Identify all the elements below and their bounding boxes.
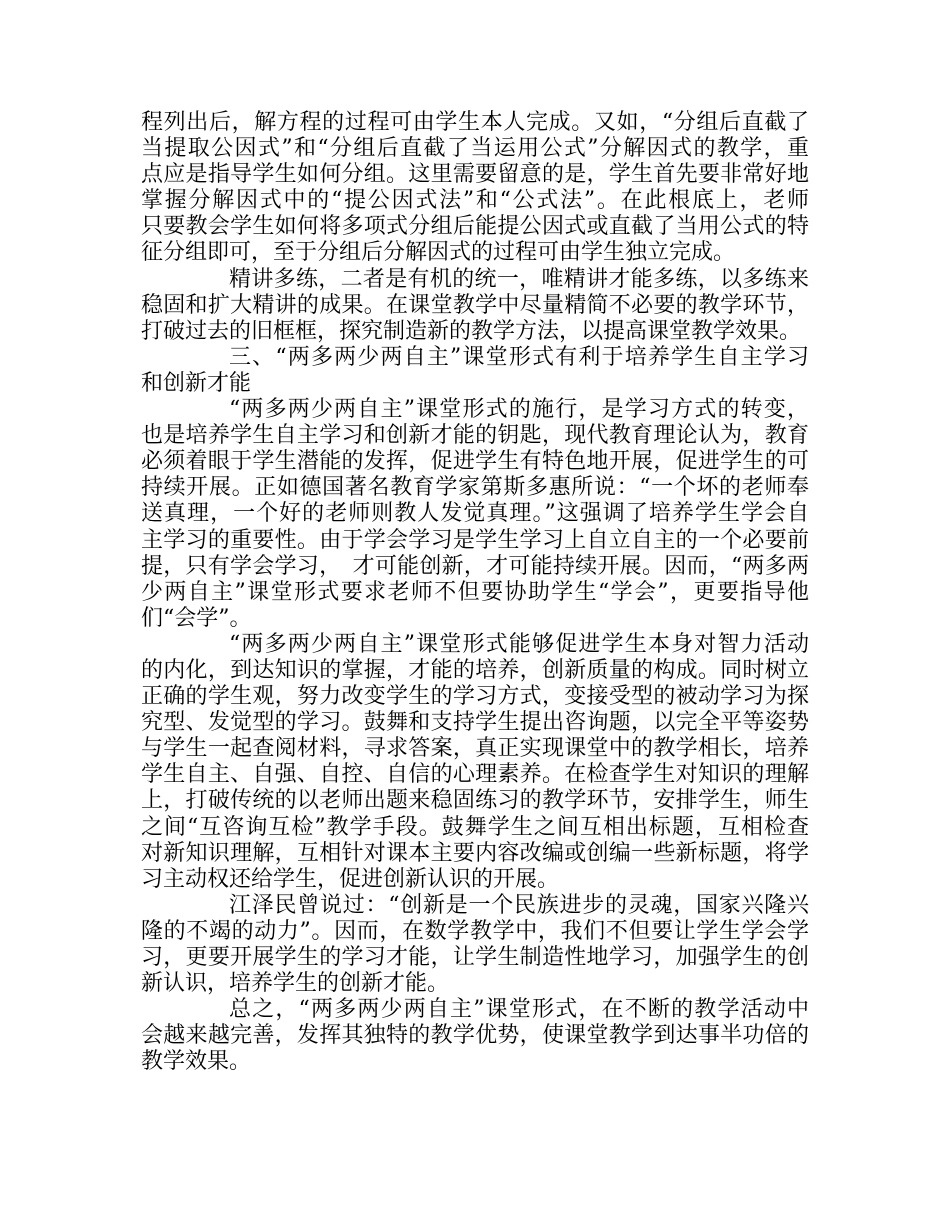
text-line: 程列出后，解方程的过程可由学生本人完成。又如，“分组后直截了 (141, 110, 809, 135)
text-line: 三、“两多两少两自主”课堂形式有利于培养学生自主学习 (229, 344, 809, 370)
text-line: 们“会学”。 (141, 605, 252, 631)
text-line: “两多两少两自主”课堂形式的施行，是学习方式的转变， (229, 397, 809, 423)
text-line: 稳固和扩大精讲的成果。在课堂教学中尽量精简不必要的教学环节， (141, 292, 809, 318)
text-line: 征分组即可，至于分组后分解因式的过程可由学生独立完成。 (141, 240, 736, 266)
text-line: 总之，“两多两少两自主”课堂形式，在不断的教学活动中 (229, 997, 809, 1023)
text-line: 习主动权还给学生，促进创新认识的开展。 (141, 866, 560, 892)
text-line: 究型、发觉型的学习。鼓舞和支持学生提出咨询题，以完全平等姿势 (141, 710, 809, 736)
text-line: 主学习的重要性。由于学会学习是学生学习上自立自主的一个必要前 (141, 527, 809, 553)
text-line: “两多两少两自主”课堂形式能够促进学生本身对智力活动 (229, 631, 809, 657)
text-line: 精讲多练，二者是有机的统一，唯精讲才能多练，以多练来 (229, 266, 809, 292)
text-line: 习，更要开展学生的学习才能，让学生制造性地学习，加强学生的创 (141, 945, 809, 970)
text-line: 只要教会学生如何将多项式分组后能提公因式或直截了当用公式的特 (141, 214, 809, 240)
text-line: 掌握分解因式中的“提公因式法”和“公式法”。在此根底上，老师 (141, 188, 809, 214)
text-line: 隆的不竭的动力”。因而，在数学教学中，我们不但要让学生学会学 (141, 918, 809, 944)
text-line: 必须着眼于学生潜能的发挥，促进学生有特色地开展，促进学生的可 (141, 449, 809, 475)
text-line: 也是培养学生自主学习和创新才能的钥匙，现代教育理论认为，教育 (141, 423, 809, 449)
text-line: 学生自主、自强、自控、自信的心理素养。在检查学生对知识的理解 (141, 762, 809, 788)
text-line: 对新知识理解，互相针对课本主要内容改编或创编一些新标题，将学 (141, 840, 809, 866)
text-line: 与学生一起查阅材料，寻求答案，真正实现课堂中的教学相长，培养 (141, 736, 809, 762)
text-line: 和创新才能 (141, 370, 252, 396)
document-page (141, 110, 809, 1075)
text-line: 提，只有学会学习， 才可能创新，才可能持续开展。因而，“两多两 (141, 553, 809, 579)
text-line: 持续开展。正如德国著名教育学家第斯多惠所说：“一个坏的老师奉 (141, 475, 809, 501)
text-line: 教学效果。 (141, 1049, 252, 1075)
text-line: 的内化，到达知识的掌握，才能的培养，创新质量的构成。同时树立 (141, 657, 809, 683)
text-line: 新认识，培养学生的创新才能。 (141, 971, 450, 997)
text-line: 少两自主”课堂形式要求老师不但要协助学生“学会”，更要指导他 (141, 579, 809, 605)
text-line: 打破过去的旧框框，探究制造新的教学方法，以提高课堂教学效果。 (141, 318, 802, 344)
text-line: 之间“互咨询互检”教学手段。鼓舞学生之间互相出标题，互相检查 (141, 814, 809, 840)
text-line: 正确的学生观，努力改变学生的学习方式，变接受型的被动学习为探 (141, 684, 809, 710)
text-line: 会越来越完善，发挥其独特的教学优势，使课堂教学到达事半功倍的 (141, 1023, 809, 1049)
text-line: 江泽民曾说过：“创新是一个民族进步的灵魂，国家兴隆兴 (229, 892, 809, 918)
text-line: 上，打破传统的以老师出题来稳固练习的教学环节，安排学生，师生 (141, 788, 809, 814)
text-line: 送真理，一个好的老师则教人发觉真理。”这强调了培养学生学会自 (141, 501, 809, 527)
text-line: 点应是指导学生如何分组。这里需要留意的是，学生首先要非常好地 (141, 162, 809, 188)
text-line: 当提取公因式”和“分组后直截了当运用公式”分解因式的教学，重 (141, 136, 809, 162)
